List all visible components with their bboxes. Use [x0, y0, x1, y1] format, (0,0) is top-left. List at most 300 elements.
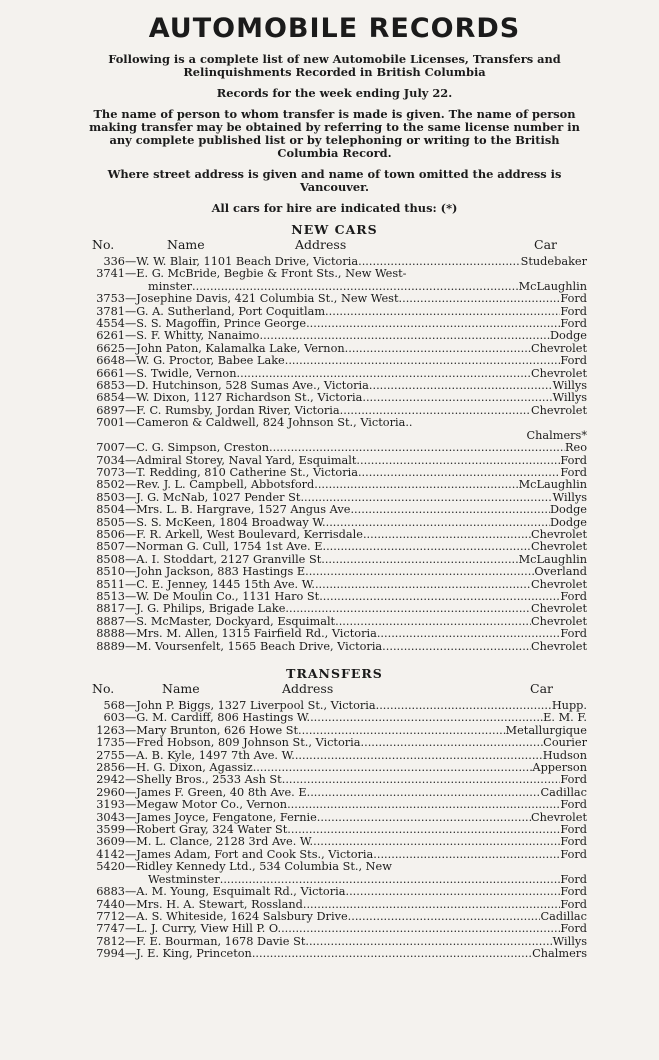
license-number: 3781	[96, 305, 125, 318]
entry-text: S. F. Whitty, Nanaimo	[136, 330, 260, 343]
entry-text: M. L. Clance, 2128 3rd Ave. W.	[136, 836, 314, 849]
leader-dots	[345, 343, 531, 355]
car-make: Willys	[552, 380, 587, 393]
license-number: 6897	[96, 404, 125, 417]
entry-text: J. G. McNab, 1027 Pender St.	[136, 491, 305, 504]
license-number: 336	[103, 256, 125, 268]
leader-dots	[399, 293, 561, 305]
list-item	[82, 268, 587, 280]
dash: —	[125, 724, 137, 737]
license-number: 3609	[96, 836, 125, 849]
list-item	[82, 467, 587, 479]
license-number: 3599	[96, 824, 125, 837]
license-number: 7812	[96, 935, 125, 948]
dash: —	[125, 342, 137, 355]
car-make: Ford	[560, 355, 587, 368]
license-number: 6853	[96, 380, 125, 393]
car-make: Apperson	[532, 762, 587, 775]
entry-text: F. E. Bourman, 1678 Davie St.	[136, 935, 309, 948]
car-make: McLaughlin	[518, 479, 587, 492]
entry-text: H. G. Dixon, Agassiz	[136, 762, 253, 775]
list-item	[82, 330, 587, 342]
car-make: Ford	[560, 848, 587, 861]
col-car: Car	[530, 681, 553, 696]
leader-dots	[310, 712, 543, 724]
license-number: 7034	[96, 454, 125, 467]
new-cars-column-headers	[82, 238, 587, 252]
entry-text: F. C. Rumsby, Jordan River, Victoria	[136, 404, 340, 417]
license-number: 7001	[96, 417, 125, 430]
list-item	[82, 566, 587, 578]
list-item	[82, 948, 587, 960]
dash: —	[125, 762, 137, 775]
dash: —	[125, 811, 137, 824]
list-item	[82, 603, 587, 615]
page-title: AUTOMOBILE RECORDS	[148, 13, 521, 44]
entry-text: John P. Biggs, 1327 Liverpool St., Victoria	[136, 700, 376, 712]
list-item	[82, 923, 587, 935]
entry-text: A. B. Kyle, 1497 7th Ave. W.	[136, 749, 295, 762]
dash: —	[125, 640, 137, 653]
intro-paragraph-5: All cars for hire are indicated thus: (*)	[211, 201, 458, 215]
leader-dots	[295, 750, 543, 762]
col-no: No.	[92, 681, 115, 696]
leader-dots	[362, 392, 552, 404]
list-item	[82, 405, 587, 417]
intro-paragraph-2: Records for the week ending July 22.	[216, 86, 453, 100]
car-make: Cadillac	[540, 786, 587, 799]
list-item	[82, 899, 587, 911]
list-item	[82, 368, 587, 380]
entry-text: Mrs. M. Allen, 1315 Fairfield Rd., Victoria	[136, 628, 377, 641]
leader-dots	[323, 591, 561, 603]
entry-text: Shelly Bros., 2533 Ash St.	[136, 774, 286, 787]
license-number: 8511	[96, 578, 125, 591]
entry-text: Mary Brunton, 626 Howe St.	[136, 724, 302, 737]
leader-dots	[285, 603, 531, 615]
license-number: 6648	[96, 355, 125, 368]
leader-dots	[363, 529, 531, 541]
list-item	[82, 517, 587, 529]
entry-text: James F. Green, 40 8th Ave. E.	[136, 786, 311, 799]
list-item	[82, 430, 587, 442]
dash: —	[125, 923, 137, 936]
entry-text: Ridley Kennedy Ltd., 534 Columbia St., New	[136, 861, 392, 874]
col-name: Name	[167, 237, 205, 252]
list-item	[82, 306, 587, 318]
license-number: 8817	[96, 603, 125, 616]
dash: —	[125, 504, 137, 517]
list-item	[82, 725, 587, 737]
leader-dots	[358, 467, 560, 479]
license-number: 6261	[96, 330, 125, 343]
entry-text: W. G. Proctor, Babee Lake	[136, 355, 285, 368]
dash: —	[125, 318, 137, 331]
car-make: Studebaker	[520, 256, 587, 268]
entry-text: Fred Hobson, 809 Johnson St., Victoria	[136, 737, 361, 750]
dash: —	[125, 700, 137, 712]
leader-dots	[369, 380, 553, 392]
license-number: 2942	[96, 774, 125, 787]
license-number: 8503	[96, 491, 125, 504]
list-item	[82, 579, 587, 591]
car-make: Ford	[560, 799, 587, 812]
list-item	[82, 861, 587, 873]
dash: —	[125, 836, 137, 849]
list-item	[82, 737, 587, 749]
entry-text: C. E. Jenney, 1445 15th Ave. W.	[136, 578, 315, 591]
list-item	[82, 812, 587, 824]
car-make: Ford	[560, 923, 587, 936]
license-number: 2960	[96, 786, 125, 799]
car-make: Willys	[552, 491, 587, 504]
intro-paragraph-4: Where street address is given and name of town omitted the address is Vancouver.	[107, 167, 562, 194]
list-item	[82, 355, 587, 367]
license-number: 5420	[96, 861, 125, 874]
car-make: Cadillac	[540, 910, 587, 923]
license-number: 6883	[96, 886, 125, 899]
entry-text: minster	[148, 280, 193, 293]
license-number: 7712	[96, 910, 125, 923]
list-item-continuation	[82, 281, 587, 293]
leader-dots	[340, 405, 531, 417]
list-item	[82, 936, 587, 948]
license-number: 8504	[96, 504, 125, 517]
dash: —	[125, 848, 137, 861]
col-address: Address	[295, 237, 347, 252]
col-address: Address	[282, 681, 334, 696]
leader-dots	[309, 566, 535, 578]
license-number: 8506	[96, 528, 125, 541]
dash: —	[125, 528, 137, 541]
leader-dots	[237, 368, 531, 380]
list-item	[82, 849, 587, 861]
dash: —	[125, 305, 137, 318]
car-make: Chevrolet	[530, 342, 587, 355]
col-car: Car	[534, 237, 557, 252]
car-make: Ford	[560, 774, 587, 787]
dash: —	[125, 590, 137, 603]
leader-dots	[325, 554, 519, 566]
list-item	[82, 392, 587, 404]
leader-dots	[253, 762, 533, 774]
intro-paragraph-3: The name of person to whom transfer is made is given. The name of person making transfer may be obtained by referring to the same license number in any complete published list or by telephoning or writing to the British Columbia Record.	[89, 107, 580, 160]
license-number: 8508	[96, 553, 125, 566]
leader-dots	[306, 318, 560, 330]
leader-dots	[317, 812, 531, 824]
list-item	[82, 787, 587, 799]
leader-dots	[303, 899, 560, 911]
list-item	[82, 554, 587, 566]
entry-text: A. I. Stoddart, 2127 Granville St.	[136, 553, 325, 566]
car-make: Chevrolet	[530, 640, 587, 653]
dash: —	[125, 404, 137, 417]
leader-dots	[382, 641, 531, 653]
leader-dots	[192, 281, 519, 293]
dash: —	[125, 355, 137, 368]
entry-text: Mrs. H. A. Stewart, Rossland	[136, 898, 303, 911]
list-item	[82, 343, 587, 355]
license-number: 8887	[96, 615, 125, 628]
list-item-continuation	[82, 874, 587, 886]
license-number: 7007	[96, 442, 125, 455]
car-make: Ford	[560, 873, 587, 886]
leader-dots	[361, 737, 544, 749]
dash: —	[125, 330, 137, 343]
dash: —	[125, 256, 137, 268]
entry-text: Cameron & Caldwell, 824 Johnson St., Victoria..	[136, 417, 413, 430]
car-make: Ford	[560, 305, 587, 318]
transfers-list	[82, 700, 587, 961]
dash: —	[125, 293, 137, 306]
dash: —	[125, 910, 137, 923]
entry-text: J. G. Philips, Brigade Lake	[136, 603, 286, 616]
car-make: Ford	[560, 590, 587, 603]
dash: —	[125, 774, 137, 787]
entry-text: Admiral Storey, Naval Yard, Esquimalt	[136, 454, 357, 467]
dash: —	[125, 861, 137, 874]
leader-dots	[291, 824, 560, 836]
dash: —	[125, 615, 137, 628]
leader-dots	[313, 836, 560, 848]
leader-dots	[285, 774, 560, 786]
dash: —	[125, 737, 137, 750]
car-make: McLaughlin	[518, 553, 587, 566]
dash: —	[125, 516, 137, 529]
leader-dots	[281, 923, 560, 935]
license-number: 7440	[96, 898, 125, 911]
dash: —	[125, 935, 137, 948]
dash: —	[125, 417, 137, 430]
license-number: 6661	[96, 367, 125, 380]
car-make: Ford	[560, 293, 587, 306]
license-number: 1735	[96, 737, 125, 750]
license-number: 3741	[96, 268, 125, 281]
leader-dots	[326, 541, 531, 553]
entry-text: John Jackson, 883 Hastings E.	[136, 566, 309, 579]
leader-dots	[304, 492, 553, 504]
car-make: Chevrolet	[530, 541, 587, 554]
car-make: Willys	[552, 935, 587, 948]
leader-dots	[269, 442, 565, 454]
entry-text: James Joyce, Fengatone, Fernie	[136, 811, 317, 824]
intro-paragraph-1: Following is a complete list of new Automobile Licenses, Transfers and Relinquishments Recorded in British Columbia	[108, 52, 561, 79]
list-item	[82, 256, 587, 268]
list-item	[82, 700, 587, 712]
car-make: Dodge	[549, 516, 587, 529]
list-item	[82, 380, 587, 392]
list-item	[82, 293, 587, 305]
entry-text: Norman G. Cull, 1754 1st Ave. E.	[136, 541, 327, 554]
license-number: 2755	[96, 749, 125, 762]
license-number: 3193	[96, 799, 125, 812]
list-item	[82, 442, 587, 454]
entry-text: M. Voursenfelt, 1565 Beach Drive, Victoria	[136, 640, 383, 653]
license-number: 568	[103, 700, 125, 712]
dash: —	[125, 578, 137, 591]
dash: —	[125, 454, 137, 467]
entry-text: W. De Moulin Co., 1131 Haro St.	[136, 590, 323, 603]
entry-text: S. S. Magoffin, Prince George	[136, 318, 307, 331]
list-item	[82, 504, 587, 516]
license-number: 3753	[96, 293, 125, 306]
leader-dots	[315, 579, 531, 591]
leader-dots	[287, 799, 560, 811]
leader-dots	[259, 330, 550, 342]
entry-text: D. Hutchinson, 528 Sumas Ave., Victoria	[136, 380, 369, 393]
leader-dots	[377, 628, 561, 640]
intro-block	[82, 53, 587, 215]
leader-dots	[252, 948, 532, 960]
list-item	[82, 750, 587, 762]
entry-text: James Adam, Fort and Cook Sts., Victoria	[136, 848, 374, 861]
entry-text: W. Dixon, 1127 Richardson St., Victoria	[136, 392, 363, 405]
leader-dots	[376, 700, 552, 712]
dash: —	[125, 491, 137, 504]
leader-dots	[373, 849, 560, 861]
license-number: 4554	[96, 318, 125, 331]
license-number: 8510	[96, 566, 125, 579]
leader-dots	[335, 616, 531, 628]
list-item	[82, 628, 587, 640]
dash: —	[125, 367, 137, 380]
car-make: Ford	[560, 318, 587, 331]
list-item	[82, 836, 587, 848]
car-make: Dodge	[549, 504, 587, 517]
dash: —	[125, 442, 137, 455]
list-item	[82, 417, 587, 429]
car-make: E. M. F.	[543, 712, 587, 725]
entry-text: S. McMaster, Dockyard, Esquimalt	[136, 615, 336, 628]
list-item	[82, 318, 587, 330]
list-item	[82, 529, 587, 541]
entry-text: L. J. Curry, View Hill P. O.	[136, 923, 282, 936]
entry-text: Westminster	[148, 873, 220, 886]
entry-text: S. Twidle, Vernon	[136, 367, 237, 380]
entry-text: E. G. McBride, Begbie & Front Sts., New West-	[136, 268, 407, 281]
entry-text: Megaw Motor Co., Vernon	[136, 799, 288, 812]
leader-dots	[354, 504, 550, 516]
car-make: Chevrolet	[530, 367, 587, 380]
col-no: No.	[92, 237, 115, 252]
leader-dots	[345, 886, 560, 898]
dash: —	[125, 268, 137, 281]
transfers-column-headers	[82, 682, 587, 696]
entry-text: G. A. Sutherland, Port Coquitlam	[136, 305, 326, 318]
entry-text: John Paton, Kalamalka Lake, Vernon	[136, 342, 345, 355]
car-make: Reo	[565, 442, 587, 455]
dash: —	[125, 380, 137, 393]
car-make: Chevrolet	[530, 404, 587, 417]
entry-text: A. S. Whiteside, 1624 Salsbury Drive	[136, 910, 348, 923]
dash: —	[125, 786, 137, 799]
entry-text: C. G. Simpson, Creston	[136, 442, 270, 455]
dash: —	[125, 749, 137, 762]
leader-dots	[356, 455, 560, 467]
car-make: Chevrolet	[530, 615, 587, 628]
license-number: 3043	[96, 811, 125, 824]
car-make: Hupp.	[551, 700, 587, 712]
car-make: Ford	[560, 824, 587, 837]
license-number: 4142	[96, 848, 125, 861]
dash: —	[125, 553, 137, 566]
entry-text: G. M. Cardiff, 806 Hastings W.	[136, 712, 311, 725]
dash: —	[125, 603, 137, 616]
list-item	[82, 774, 587, 786]
list-item	[82, 712, 587, 724]
entry-text: Robert Gray, 324 Water St.	[136, 824, 291, 837]
car-make: Ford	[560, 466, 587, 479]
leader-dots	[348, 911, 541, 923]
car-make: Dodge	[549, 330, 587, 343]
dash: —	[125, 824, 137, 837]
list-item	[82, 541, 587, 553]
leader-dots	[325, 306, 560, 318]
car-make: Willys	[552, 392, 587, 405]
dash: —	[125, 628, 137, 641]
entry-text: Josephine Davis, 421 Columbia St., New West	[136, 293, 399, 306]
license-number: 8889	[96, 640, 125, 653]
license-number: 8513	[96, 590, 125, 603]
entry-text: S. S. McKeen, 1804 Broadway W.	[136, 516, 326, 529]
entry-text: A. M. Young, Esquimalt Rd., Victoria	[136, 886, 346, 899]
dash: —	[125, 479, 137, 492]
entry-text: W. W. Blair, 1101 Beach Drive, Victoria	[136, 256, 359, 268]
license-number: 8888	[96, 628, 125, 641]
car-make: Ford	[560, 898, 587, 911]
car-make: Courier	[543, 737, 587, 750]
car-make: Metallurgique	[505, 724, 587, 737]
list-item	[82, 762, 587, 774]
leader-dots	[285, 355, 561, 367]
car-make: Chalmers*	[526, 429, 587, 442]
transfers-heading: TRANSFERS	[286, 666, 383, 681]
dash: —	[125, 799, 137, 812]
leader-dots	[310, 787, 540, 799]
license-number: 2856	[96, 762, 125, 775]
leader-dots	[302, 725, 506, 737]
leader-dots	[309, 936, 553, 948]
license-number: 7994	[96, 948, 125, 961]
license-number: 6625	[96, 342, 125, 355]
leader-dots	[314, 479, 518, 491]
list-item	[82, 641, 587, 653]
entry-text: J. E. King, Princeton	[136, 948, 252, 961]
license-number: 8507	[96, 541, 125, 554]
license-number: 6854	[96, 392, 125, 405]
leader-dots	[220, 874, 561, 886]
list-item	[82, 886, 587, 898]
list-item	[82, 455, 587, 467]
car-make: Chevrolet	[530, 811, 587, 824]
car-make: Ford	[560, 836, 587, 849]
car-make: Ford	[560, 886, 587, 899]
license-number: 1263	[96, 724, 125, 737]
car-make: Hudson	[542, 749, 587, 762]
entry-text: F. R. Arkell, West Boulevard, Kerrisdale	[136, 528, 363, 541]
dash: —	[125, 712, 137, 725]
license-number: 8502	[96, 479, 125, 492]
dash: —	[125, 466, 137, 479]
dash: —	[125, 948, 137, 961]
dash: —	[125, 566, 137, 579]
list-item	[82, 492, 587, 504]
license-number: 7747	[96, 923, 125, 936]
dash: —	[125, 392, 137, 405]
car-make: Ford	[560, 454, 587, 467]
col-name: Name	[162, 681, 200, 696]
car-make: Chalmers	[532, 948, 587, 961]
